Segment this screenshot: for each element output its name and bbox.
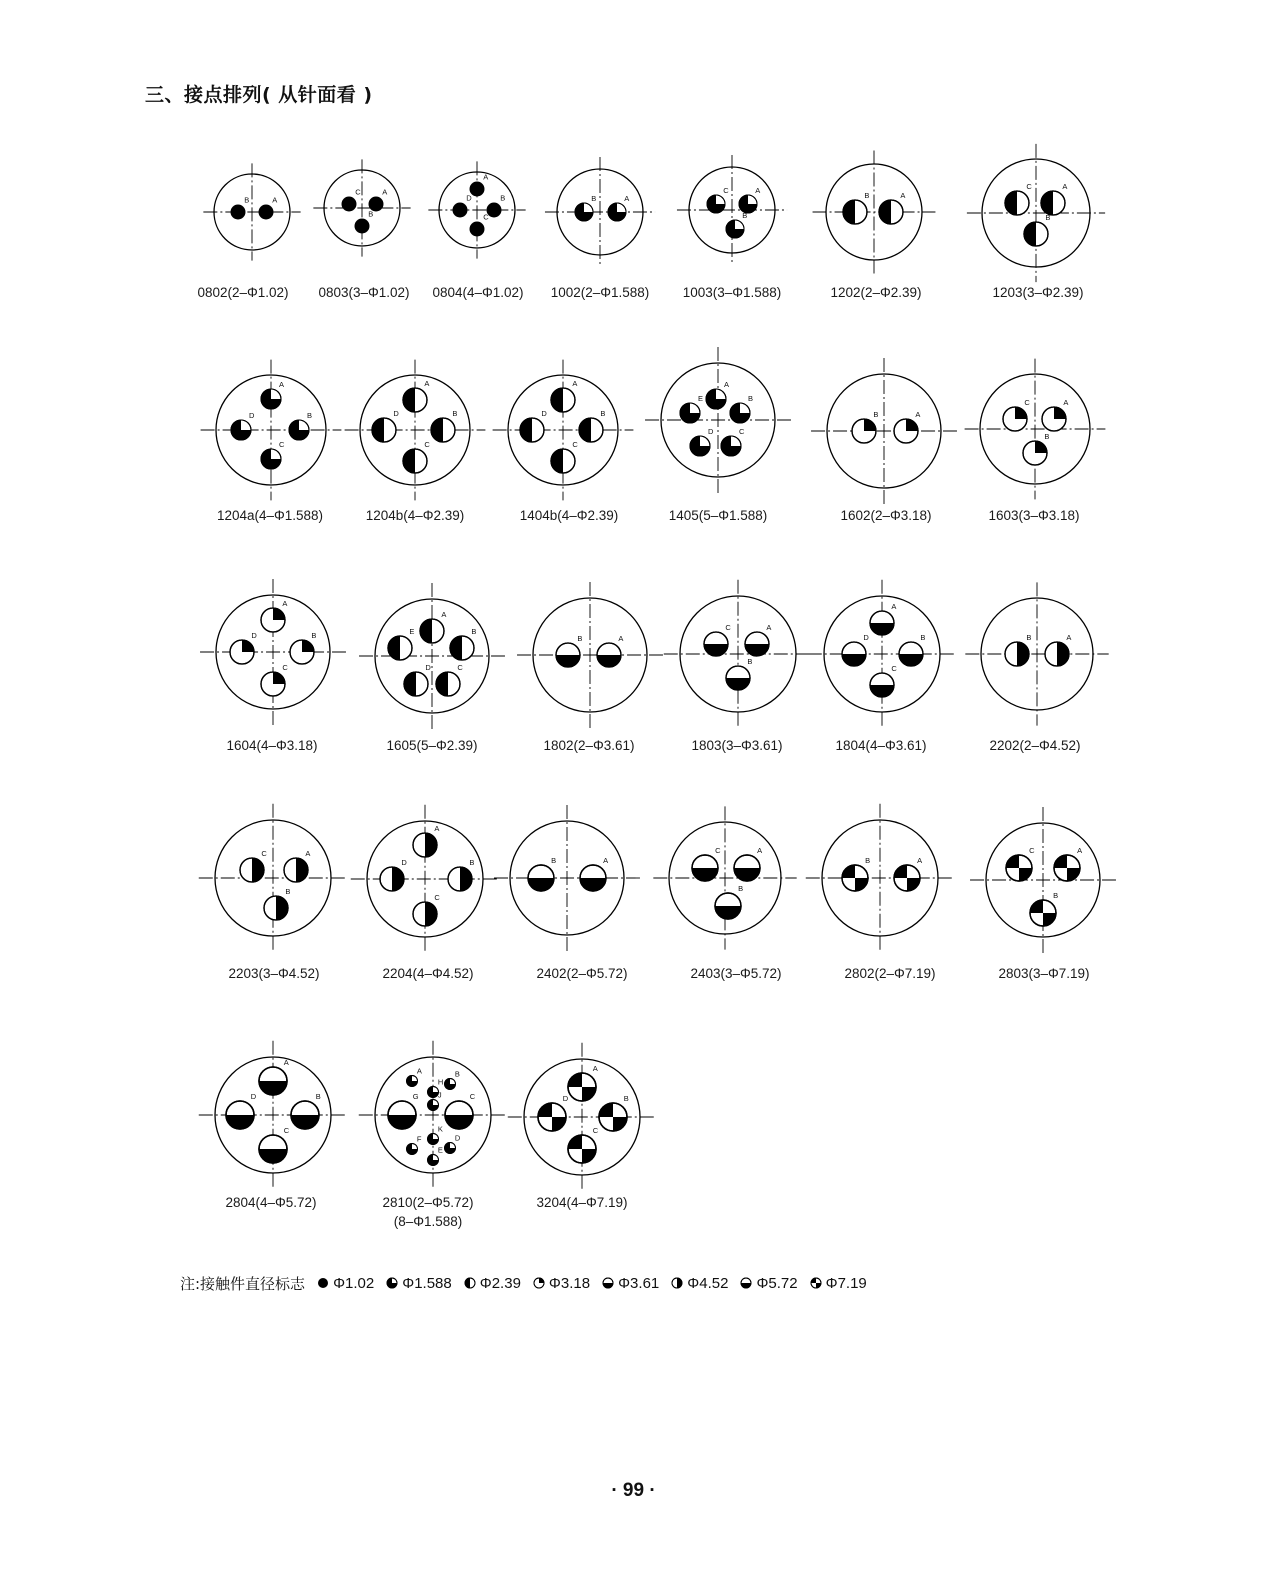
page-number: · 99 · [611, 1480, 656, 1501]
legend-items [317, 1275, 879, 1292]
pin-C [568, 1126, 599, 1163]
pin-B [450, 627, 476, 660]
pin-diameter-legend [180, 1272, 879, 1294]
pin-A [894, 856, 922, 891]
pin-B [289, 411, 312, 440]
connector-label: 0802(2–Φ1.02) [197, 285, 289, 300]
pin-letter: E [437, 1145, 443, 1155]
pin-letter: B [311, 631, 317, 640]
pin-B [715, 884, 743, 919]
pin-letter: D [393, 409, 399, 418]
connector-label: 1605(5–Φ2.39) [386, 738, 478, 753]
page-title: 三、接点排列( 从针面看 ) [145, 84, 373, 106]
pin-letter: C [279, 440, 285, 449]
legend-label: Φ1.02 [333, 1274, 375, 1292]
connector-2203 [199, 804, 347, 981]
connector-1202 [813, 151, 936, 300]
connector-label: 1405(5–Φ1.588) [668, 508, 768, 523]
pin-B [1005, 633, 1031, 666]
pin-letter: B [500, 193, 506, 203]
pin-A [284, 849, 310, 882]
legend-item [602, 1275, 659, 1292]
pin-letter: A [416, 1066, 422, 1076]
pin-C [721, 427, 745, 456]
pin-letter: A [592, 1064, 598, 1073]
pin-letter: C [483, 212, 489, 222]
pin-D [231, 411, 255, 440]
pin-A [745, 623, 771, 656]
pin-C [1003, 398, 1030, 431]
connector-label: 1602(2–Φ3.18) [840, 508, 932, 523]
pin-B [726, 211, 747, 238]
pin-B [599, 1094, 629, 1131]
pin-letter: B [748, 394, 754, 403]
pin-letter: B [454, 1069, 460, 1079]
connector-label: 1804(4–Φ3.61) [835, 738, 927, 753]
legend-item [464, 1275, 521, 1292]
connector-1003 [677, 155, 787, 300]
pin-A [608, 194, 629, 221]
connector-1803 [664, 580, 812, 753]
pin-letter: A [272, 195, 278, 205]
pin-K [428, 1125, 443, 1145]
connector-label: 0803(3–Φ1.02) [318, 285, 410, 300]
pin-E [680, 394, 703, 423]
pin-letter: A [757, 846, 763, 855]
connector-label: 1003(3–Φ1.588) [682, 285, 782, 300]
pin-letter: A [603, 856, 609, 865]
connector-label: 2402(2–Φ5.72) [536, 966, 628, 981]
pin-B [290, 631, 316, 664]
pin-letter: B [471, 627, 477, 636]
pin-C [445, 1092, 476, 1129]
pin-letter: B [1053, 891, 1059, 900]
pin-B [1024, 213, 1050, 246]
pin-D [230, 631, 257, 664]
pin-A [551, 379, 577, 412]
pin-letter: D [250, 1092, 257, 1101]
pin-symbol-icon [464, 1277, 476, 1289]
pin-symbol-icon [317, 1277, 329, 1289]
pin-C [692, 846, 721, 881]
pin-E [428, 1146, 443, 1166]
pin-A [1042, 398, 1068, 431]
connector-label: 2810(2–Φ5.72) [382, 1195, 474, 1210]
pin-C [240, 849, 267, 882]
legend-label: Φ2.39 [479, 1274, 521, 1292]
connector-label-secondary: (8–Φ1.588) [393, 1214, 463, 1229]
connector-1404b [493, 360, 634, 523]
pin-A [261, 380, 284, 409]
pin-letter: E [409, 627, 415, 636]
connector-label: 1802(2–Φ3.61) [543, 738, 635, 753]
pin-A [568, 1064, 598, 1101]
connector-2403 [653, 806, 796, 981]
pin-C [259, 1126, 290, 1163]
pin-letter: B [873, 410, 879, 419]
pin-symbol-icon [602, 1277, 614, 1289]
pin-B [726, 657, 752, 690]
pin-letter: B [865, 856, 871, 865]
pin-A [739, 186, 760, 213]
pin-letter: C [355, 187, 361, 197]
pin-letter: H [437, 1077, 444, 1087]
connector-label: 1203(3–Φ2.39) [992, 285, 1084, 300]
pin-letter: C [891, 664, 897, 673]
pin-B [556, 634, 582, 667]
connector-1405 [645, 347, 791, 523]
pin-B [1023, 432, 1049, 465]
pin-letter: D [466, 193, 472, 203]
pin-B [264, 887, 290, 920]
pin-B [355, 210, 374, 234]
pin-letter: C [1029, 846, 1035, 855]
pin-letter: A [305, 849, 311, 858]
pin-A [879, 191, 905, 224]
pin-letter: A [483, 172, 489, 182]
pin-C [403, 440, 430, 473]
pin-letter: A [624, 194, 630, 203]
pin-A [413, 824, 439, 857]
pin-B [1030, 891, 1058, 926]
pin-letter: A [1063, 398, 1069, 407]
pin-B [445, 1070, 460, 1090]
connector-label: 1803(3–Φ3.61) [691, 738, 783, 753]
pin-B [899, 633, 925, 666]
pin-letter: D [454, 1133, 461, 1143]
pin-G [388, 1092, 419, 1129]
connector-3204 [508, 1043, 656, 1210]
connector-2804 [199, 1041, 347, 1210]
legend-item [317, 1275, 374, 1292]
pin-letter: A [1077, 846, 1083, 855]
pin-letter: A [766, 623, 772, 632]
pin-A [261, 599, 287, 632]
pin-letter: B [452, 409, 458, 418]
pin-letter: B [623, 1094, 629, 1103]
connector-label: 1404b(4–Φ2.39) [519, 508, 619, 523]
legend-label: Φ3.18 [548, 1274, 591, 1292]
connector-1605 [359, 583, 505, 753]
pin-C [707, 186, 729, 213]
pin-letter: B [577, 634, 583, 643]
pin-letter: C [282, 663, 288, 672]
connector-1602 [811, 358, 957, 523]
pin-letter: C [715, 846, 721, 855]
pin-A [870, 602, 896, 635]
pin-letter: A [283, 1058, 289, 1067]
legend-title: 注:接触件直径标志 [180, 1274, 306, 1293]
pin-letter: D [562, 1094, 569, 1103]
pin-letter: C [283, 1126, 290, 1135]
pin-C [870, 664, 897, 697]
pin-C [413, 893, 440, 926]
pin-letter: A [891, 602, 897, 611]
pin-letter: C [592, 1126, 599, 1135]
pin-A [706, 380, 729, 409]
pin-symbol-icon [533, 1277, 545, 1289]
connector-label: 1202(2–Φ2.39) [830, 285, 922, 300]
pin-symbol-icon [810, 1277, 822, 1289]
connector-1603 [965, 359, 1106, 523]
pin-letter: C [1026, 182, 1032, 191]
pin-letter: A [441, 610, 447, 619]
connector-1204a [201, 360, 342, 523]
pin-B [842, 856, 870, 891]
pin-C [261, 663, 288, 696]
pin-letter: A [279, 380, 285, 389]
pin-B [487, 194, 506, 218]
pin-letter: J [437, 1090, 442, 1100]
pin-A [1045, 633, 1071, 666]
pin-letter: C [457, 663, 463, 672]
pin-letter: C [723, 186, 729, 195]
connector-label: 3204(4–Φ7.19) [536, 1195, 628, 1210]
connector-1002 [545, 157, 655, 300]
pin-letter: A [900, 191, 906, 200]
pin-C [436, 663, 463, 696]
connector-0803 [313, 159, 410, 300]
pin-A [580, 856, 608, 891]
pin-A [470, 173, 489, 197]
pin-A [259, 1058, 289, 1095]
connector-2803 [970, 807, 1116, 981]
pin-letter: B [469, 858, 475, 867]
connector-label: 2202(2–Φ4.52) [989, 738, 1081, 753]
pin-A [1054, 846, 1082, 881]
pin-letter: D [541, 409, 547, 418]
pin-B [448, 858, 474, 891]
pin-symbol-icon [671, 1277, 683, 1289]
pin-letter: D [249, 411, 255, 420]
pin-B [730, 394, 753, 423]
pin-letter: G [412, 1092, 419, 1101]
pin-B [291, 1092, 321, 1129]
pin-letter: B [864, 191, 870, 200]
pin-A [597, 634, 623, 667]
legend-label: Φ5.72 [756, 1274, 798, 1292]
pin-B [579, 409, 605, 442]
pin-C [551, 440, 578, 473]
pin-letter: A [1066, 633, 1072, 642]
pin-A [894, 410, 920, 443]
pin-letter: C [725, 623, 731, 632]
pin-A [734, 846, 762, 881]
pin-C [470, 213, 490, 237]
pin-letter: C [261, 849, 267, 858]
connector-label: 1204a(4–Φ1.588) [216, 508, 324, 523]
connector-label: 2203(3–Φ4.52) [228, 966, 320, 981]
pin-letter: A [917, 856, 923, 865]
pin-B [843, 191, 869, 224]
pin-letter: B [1045, 213, 1051, 222]
legend-item [740, 1275, 797, 1292]
pin-letter: A [424, 379, 430, 388]
pin-D [226, 1092, 257, 1129]
pin-C [261, 440, 285, 469]
pin-letter: B [747, 657, 753, 666]
connector-2802 [806, 804, 954, 981]
connector-2204 [351, 805, 499, 981]
connector-label: 2802(2–Φ7.19) [844, 966, 936, 981]
pin-letter: A [282, 599, 288, 608]
pin-letter: B [307, 411, 313, 420]
pin-E [388, 627, 414, 660]
pin-letter: E [698, 394, 704, 403]
pin-A [420, 610, 446, 643]
pin-letter: K [437, 1124, 443, 1134]
pin-letter: A [618, 634, 624, 643]
pin-letter: D [425, 663, 431, 672]
pin-B [431, 409, 457, 442]
pin-letter: B [738, 884, 744, 893]
pin-symbol-icon [740, 1277, 752, 1289]
connector-0804 [428, 161, 525, 300]
connector-label: 1603(3–Φ3.18) [988, 508, 1080, 523]
pin-letter: D [863, 633, 869, 642]
pin-D [453, 194, 473, 218]
legend-label: Φ4.52 [687, 1274, 729, 1292]
connector-label: 2804(4–Φ5.72) [225, 1195, 317, 1210]
connector-label: 1002(2–Φ1.588) [550, 285, 650, 300]
pin-B [231, 196, 250, 220]
legend-item [810, 1275, 867, 1292]
legend-item [386, 1275, 452, 1292]
pin-letter: C [1024, 398, 1030, 407]
pin-A [1041, 182, 1067, 215]
pin-letter: A [572, 379, 578, 388]
pin-B [528, 856, 556, 891]
pin-letter: B [551, 856, 557, 865]
connector-1203 [967, 144, 1105, 300]
pin-D [690, 427, 714, 456]
connector-label: 2204(4–Φ4.52) [382, 966, 474, 981]
pin-letter: D [401, 858, 407, 867]
connector-1802 [517, 582, 663, 753]
pin-letter: B [368, 209, 374, 219]
legend-item [671, 1275, 728, 1292]
legend-item [533, 1275, 590, 1292]
pin-D [445, 1134, 461, 1154]
connector-label: 2403(3–Φ5.72) [690, 966, 782, 981]
pin-letter: C [434, 893, 440, 902]
pin-D [404, 663, 431, 696]
connector-label: 2803(3–Φ7.19) [998, 966, 1090, 981]
legend-label: Φ7.19 [825, 1274, 867, 1292]
pin-letter: B [742, 211, 748, 220]
legend-label: Φ3.61 [618, 1274, 660, 1292]
pin-A [403, 379, 429, 412]
pin-letter: B [244, 195, 250, 205]
pin-D [538, 1094, 569, 1131]
pin-D [380, 858, 407, 891]
pin-letter: F [416, 1134, 422, 1144]
pin-letter: B [591, 194, 597, 203]
pin-letter: B [1026, 633, 1032, 642]
pin-D [520, 409, 547, 442]
connector-label: 1204b(4–Φ2.39) [365, 508, 465, 523]
pin-letter: B [920, 633, 926, 642]
pin-letter: A [1062, 182, 1068, 191]
pin-letter: C [469, 1092, 476, 1101]
pin-A [407, 1067, 422, 1087]
connector-1604 [200, 579, 346, 753]
pin-letter: D [251, 631, 257, 640]
pin-letter: C [739, 427, 745, 436]
connector-label: 0804(4–Φ1.02) [432, 285, 524, 300]
pin-letter: C [424, 440, 430, 449]
pin-B [852, 410, 878, 443]
pin-letter: B [285, 887, 291, 896]
pin-letter: B [600, 409, 606, 418]
pin-letter: B [1044, 432, 1050, 441]
pin-D [372, 409, 399, 442]
pin-letter: B [315, 1092, 321, 1101]
pin-A [259, 196, 278, 220]
connector-2402 [494, 805, 640, 981]
pin-letter: C [572, 440, 578, 449]
connector-1204b [345, 360, 486, 523]
pin-C [704, 623, 731, 656]
pin-symbol-icon [386, 1277, 398, 1289]
pin-letter: A [755, 186, 761, 195]
pin-F [407, 1135, 422, 1155]
pin-letter: A [382, 187, 388, 197]
connector-2810 [359, 1041, 507, 1229]
pin-B [575, 194, 596, 221]
connector-2202 [965, 582, 1108, 753]
connector-label: 1604(4–Φ3.18) [226, 738, 318, 753]
pin-C [1006, 846, 1035, 881]
pin-C [1005, 182, 1032, 215]
pin-letter: A [915, 410, 921, 419]
pin-D [842, 633, 869, 666]
connector-1804 [808, 580, 956, 753]
legend-label: Φ1.588 [402, 1274, 452, 1292]
connector-0802 [197, 163, 300, 300]
pin-letter: D [708, 427, 714, 436]
pin-letter: A [724, 380, 730, 389]
pin-letter: A [434, 824, 440, 833]
